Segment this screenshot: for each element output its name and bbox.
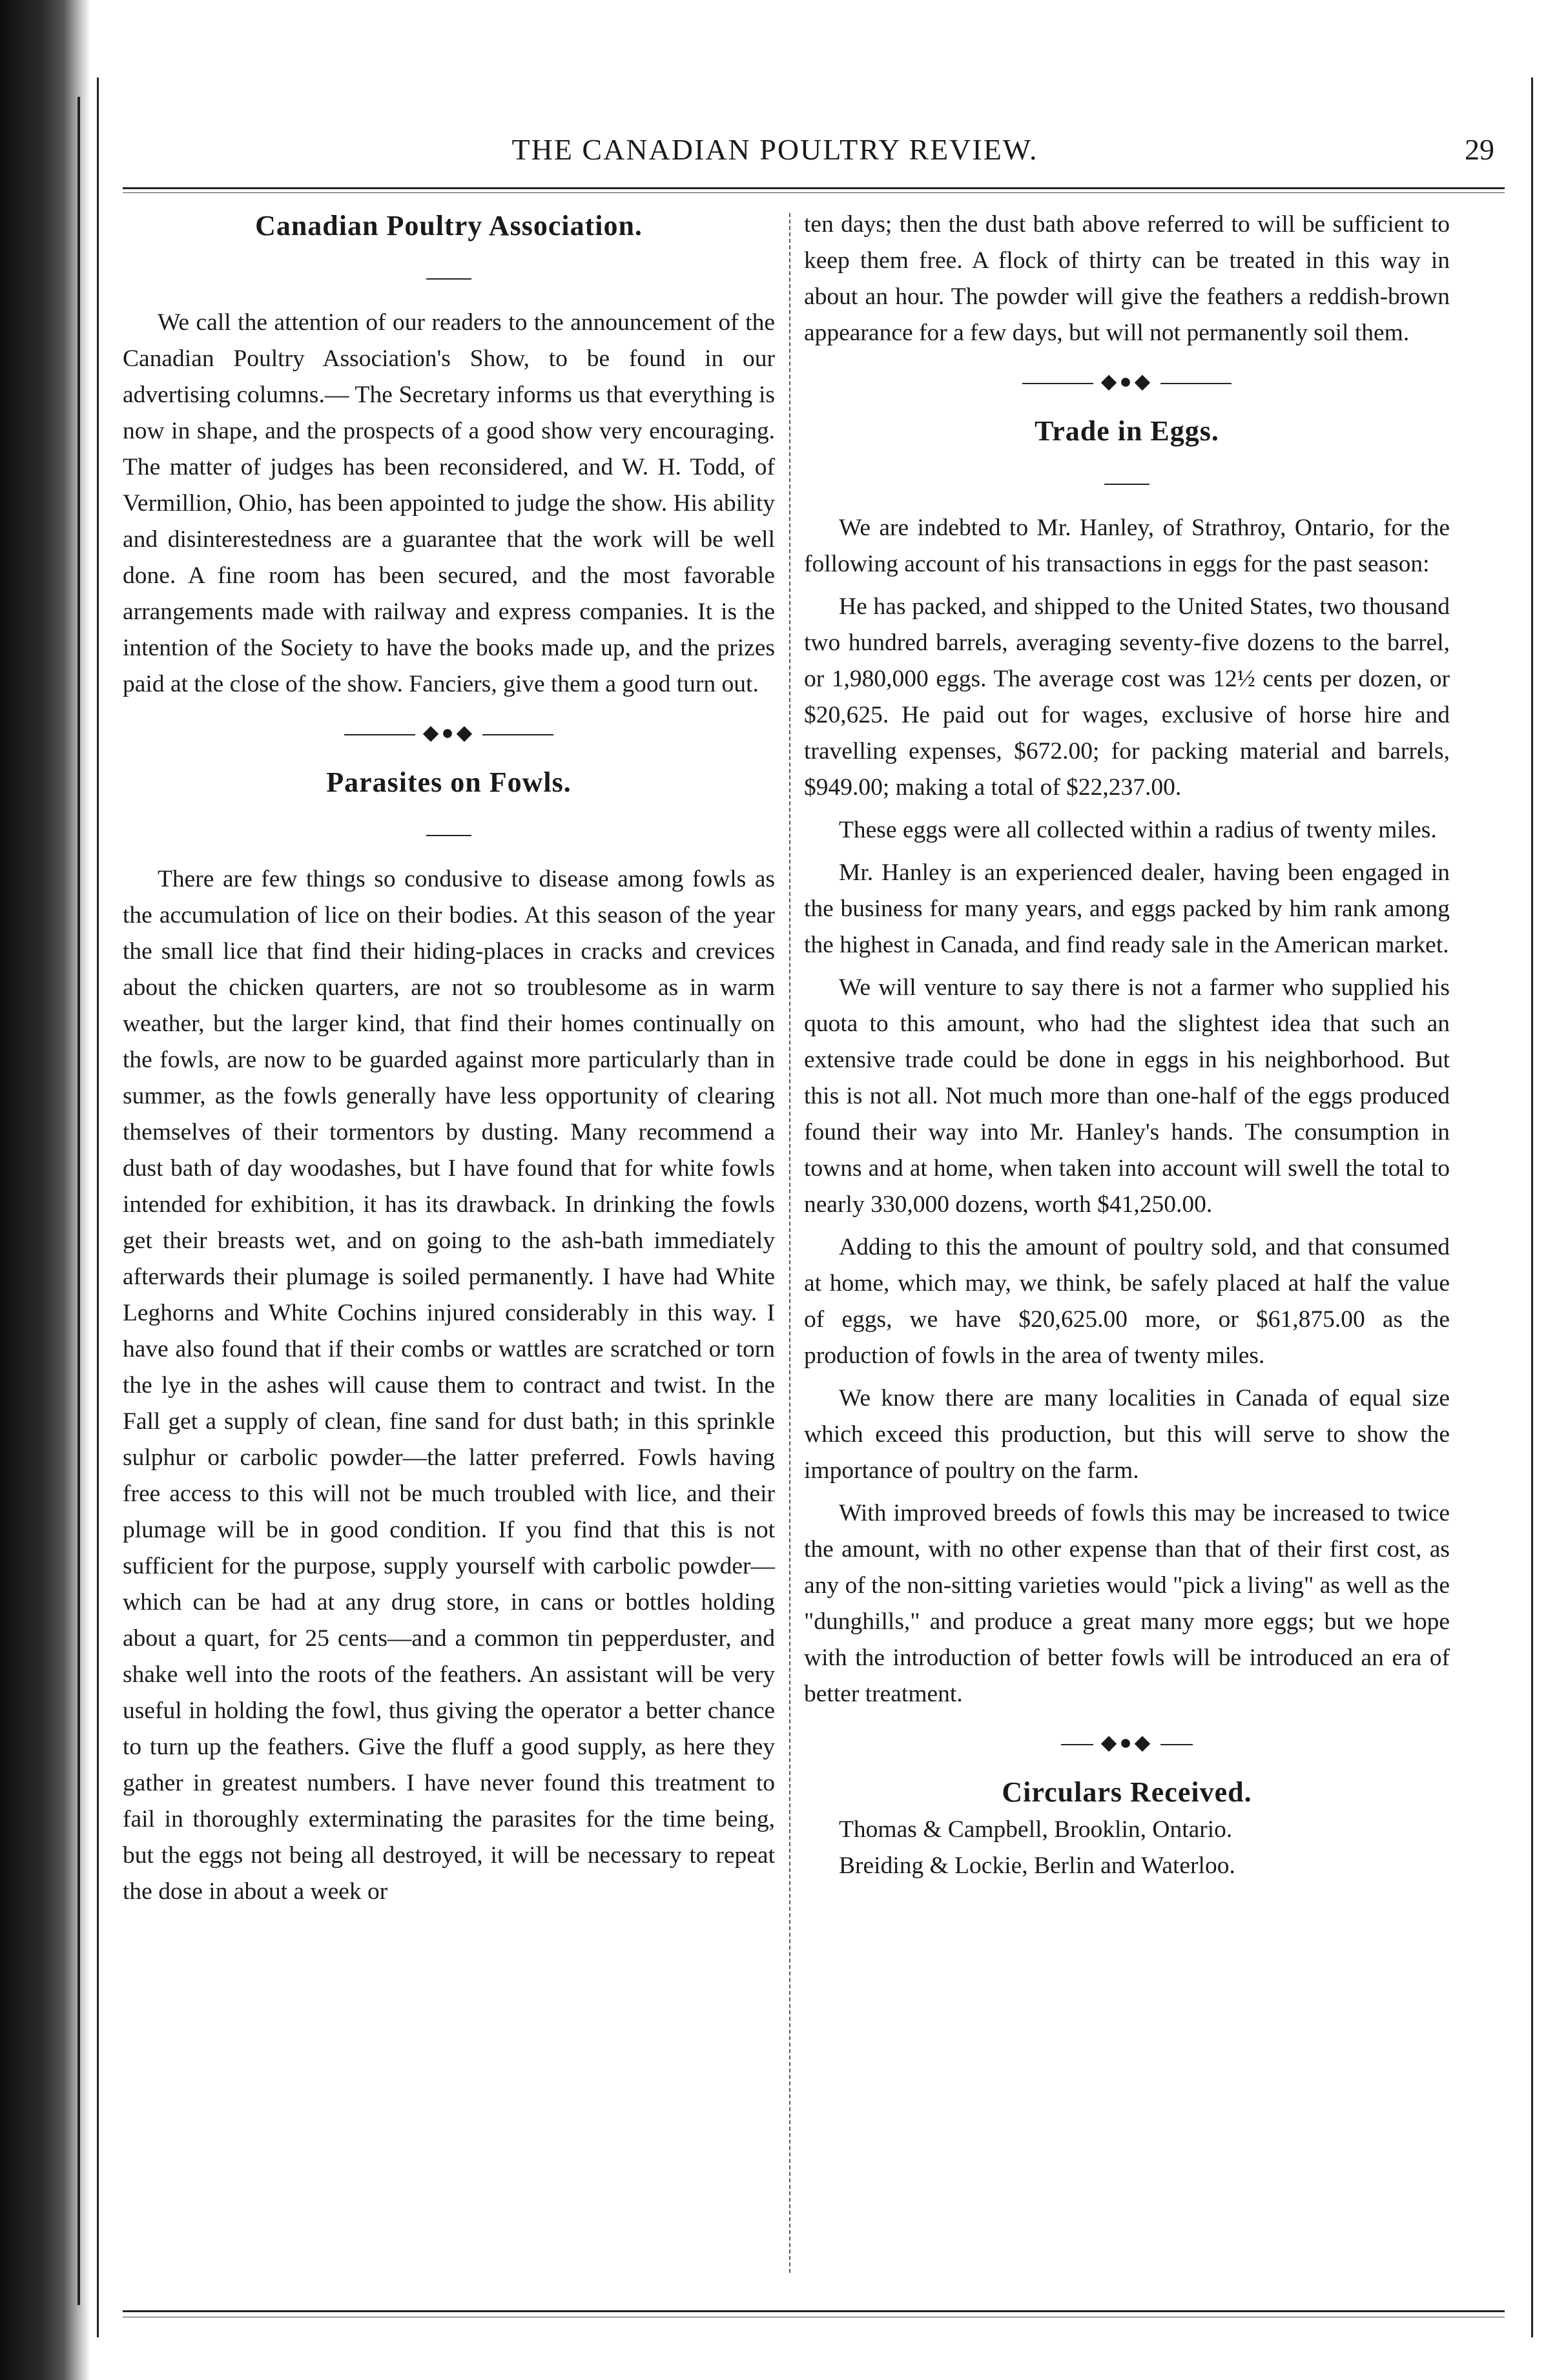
article-paragraph: We will venture to say there is not a farmer who supplied his quota to this amount, who had the slightest idea that such an extensive trade could be done in eggs in his neighborhood. But this is not all. Not much more than one-half of the eggs produced found their way into Mr. Hanley's hands. The consumption in towns and at home, when taken into account will swell the total to nearly 330,000 dozens, worth $41,250.00.: [804, 974, 1450, 1218]
article-paragraph: With improved breeds of fowls this may be increased to twice the amount, with no other expense than that of their first cost, as any of the non-sitting varieties would "pick a living" as well as the "dunghills," and produce a great many more eggs; but we hope with the introduction of better fowls will be introduced an era of better treatment.: [804, 1500, 1450, 1707]
running-title: THE CANADIAN POULTRY REVIEW.: [511, 133, 1038, 166]
footer-rule: [123, 2310, 1505, 2312]
heading-dash: [123, 811, 775, 847]
column-divider: [789, 213, 790, 2273]
article-heading-trade-in-eggs: Trade in Eggs.: [1035, 415, 1219, 447]
article-paragraph: Adding to this the amount of poultry sold, and that consumed at home, which may, we think, be safely placed at half the value of eggs, we have $20,625.00 more, or $61,875.00 as the production of fowls in the area of twenty miles.: [804, 1234, 1450, 1369]
circular-line: Breiding & Lockie, Berlin and Waterloo.: [839, 1852, 1235, 1879]
header-rule-thin: [123, 192, 1505, 193]
heading-dash: [804, 460, 1450, 496]
binding-edge: [0, 0, 90, 2380]
section-ornament: ◆●◆: [123, 719, 775, 745]
section-ornament: ◆●◆: [804, 368, 1450, 394]
article-heading-canadian-poultry-association: Canadian Poultry Association.: [255, 210, 643, 241]
right-column: [804, 207, 1450, 1884]
page-number: 29: [1465, 133, 1494, 166]
heading-dash: [123, 254, 775, 291]
article-paragraph: We know there are many localities in Canada of equal size which exceed this production, but this will serve to show the importance of poultry on the farm.: [804, 1385, 1450, 1484]
page-header: [97, 107, 1533, 178]
article-paragraph: There are few things so condusive to disease among fowls as the accumulation of lice on their bodies. At this season of the year the small lice that find their hiding-places in cracks and crevices about the chicken quarters, are not so troublesome as in warm weather, but the larger kind, that find their homes continually on the fowls, are now to be guarded against more particularly than in summer, as the fowls generally have less opportunity of clearing themselves of their tormentors by dusting. Many recommend a dust bath of day woodashes, but I have found that for white fowls intended for exhibition, it has its drawback. In drinking the fowls get their breasts wet, and on going to the ash-bath immediately afterwards their plumage is soiled permanently. I have had White Leghorns and White Cochins injured considerably in this way. I have also found that if their combs or wattles are scratched or torn the lye in the ashes will cause them to contract and twist. In the Fall get a supply of clean, fine sand for dust bath; in this sprinkle sulphur or carbolic powder—the latter preferred. Fowls having free access to this will not be much troubled with lice, and their plumage will be in good condition. If you find that this is not sufficient for the purpose, supply yourself with carbolic powder—which can be had at any drug store, in cans or bottles holding about a quart, for 25 cents—and a common tin pepperduster, and shake well into the roots of the feathers. An assistant will be very useful in holding the fowl, thus giving the operator a better chance to turn up the feathers. Give the fluff a good supply, as here they gather in greatest numbers. I have never found this treatment to fail in thoroughly exterminating the parasites for the time being, but the eggs not being all destroyed, it will be necessary to repeat the dose in about a week or: [123, 866, 775, 1905]
article-paragraph: These eggs were all collected within a radius of twenty miles.: [839, 817, 1437, 843]
article-heading-parasites-on-fowls: Parasites on Fowls.: [326, 766, 572, 798]
article-paragraph: We call the attention of our readers to the announcement of the Canadian Poultry Association's Show, to be found in our advertising columns.— The Secretary informs us that everything is now in shape, and the prospects of a good show very encouraging. The matter of judges has been reconsidered, and W. H. Todd, of Vermillion, Ohio, has been appointed to judge the show. His ability and disinterestedness are a guarantee that the work will be well done. A fine room has been secured, and the most favorable arrangements made with railway and express companies. It is the intention of the Society to have the books made up, and the prizes paid at the close of the show. Fanciers, give them a good turn out.: [123, 309, 775, 697]
left-column: [123, 207, 775, 1916]
article-paragraph: Mr. Hanley is an experienced dealer, having been engaged in the business for many years, and eggs packed by him rank among the highest in Canada, and find ready sale in the American market.: [804, 859, 1450, 958]
article-heading-circulars-received: Circulars Received.: [1002, 1776, 1252, 1808]
article-paragraph-continued: ten days; then the dust bath above referred to will be sufficient to keep them free. A flock of thirty can be treated in this way in about an hour. The powder will give the feathers a reddish-brown appearance for a few days, but will not permanently soil them.: [804, 211, 1450, 346]
article-paragraph: We are indebted to Mr. Hanley, of Strathroy, Ontario, for the following account of his transactions in eggs for the past season:: [804, 515, 1450, 577]
circular-line: Thomas & Campbell, Brooklin, Ontario.: [839, 1816, 1233, 1843]
section-ornament: ◆●◆: [804, 1729, 1450, 1755]
article-paragraph: He has packed, and shipped to the United States, two thousand two hundred barrels, averaging seventy-five dozens to the barrel, or 1,980,000 eggs. The average cost was 12½ cents per dozen, or $20,625. He paid out for wages, exclusive of horse hire and travelling expenses, $672.00; for packing material and barrels, $949.00; making a total of $22,237.00.: [804, 593, 1450, 801]
header-rule: [123, 187, 1505, 189]
